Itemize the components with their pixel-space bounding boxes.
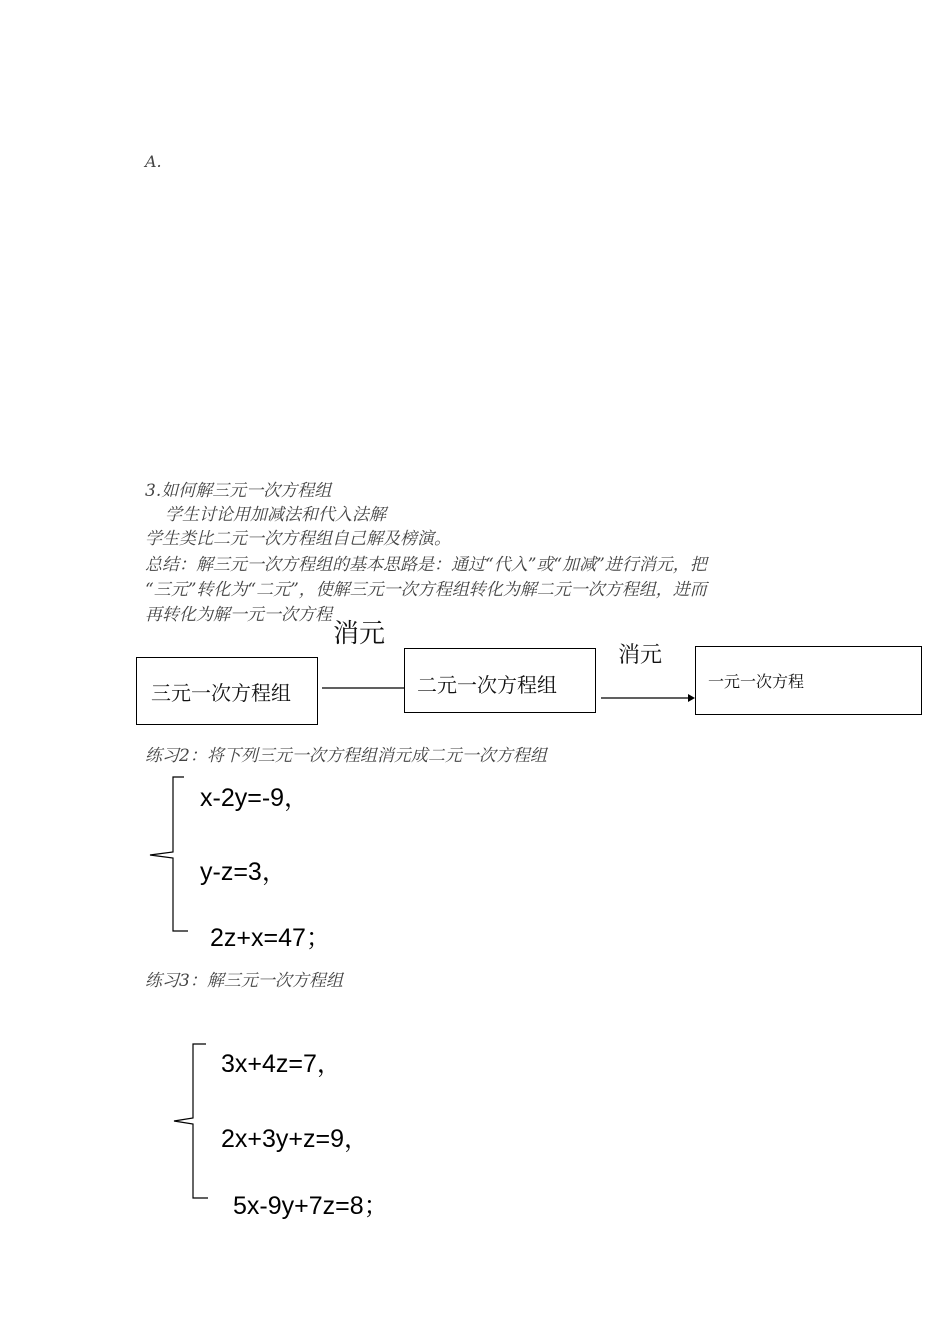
flow-box-label: 一元一次方程 — [708, 672, 805, 691]
page-fragment-label: A. — [145, 152, 162, 171]
equation: 2z+x=47； — [210, 924, 331, 952]
exercise-title: 练习3：解三元一次方程组 — [145, 971, 343, 991]
arrow-label-1: 消元 — [333, 619, 386, 649]
summary-line: 总结：解三元一次方程组的基本思路是：通过“代入”或“加减”进行消元，把 — [145, 555, 707, 575]
brace-icon — [150, 777, 188, 931]
arrowhead-icon — [688, 694, 695, 702]
equation: x-2y=-9， — [200, 784, 310, 812]
flow-box-label: 二元一次方程组 — [417, 673, 557, 697]
flow-box-label: 三元一次方程组 — [151, 680, 291, 705]
paragraph-line: 学生讨论用加减法和代入法解 — [165, 505, 386, 525]
brace-icon — [174, 1044, 208, 1198]
exercise-title: 练习2：将下列三元一次方程组消元成二元一次方程组 — [145, 746, 547, 766]
equation: 3x+4z=7， — [221, 1050, 342, 1078]
summary-line: “三元”转化为“二元”，使解三元一次方程组转化为解二元一次方程组，进而 — [145, 580, 707, 600]
section-heading: 3.如何解三元一次方程组 — [145, 481, 332, 501]
equation: 2x+3y+z=9， — [221, 1125, 370, 1153]
equation: y-z=3， — [200, 858, 287, 886]
summary-line: 再转化为解一元一次方程 — [145, 605, 332, 625]
arrow-label-2: 消元 — [618, 643, 663, 668]
paragraph-line: 学生类比二元一次方程组自己解及榜演。 — [145, 529, 451, 549]
equation: 5x-9y+7z=8； — [233, 1192, 389, 1220]
